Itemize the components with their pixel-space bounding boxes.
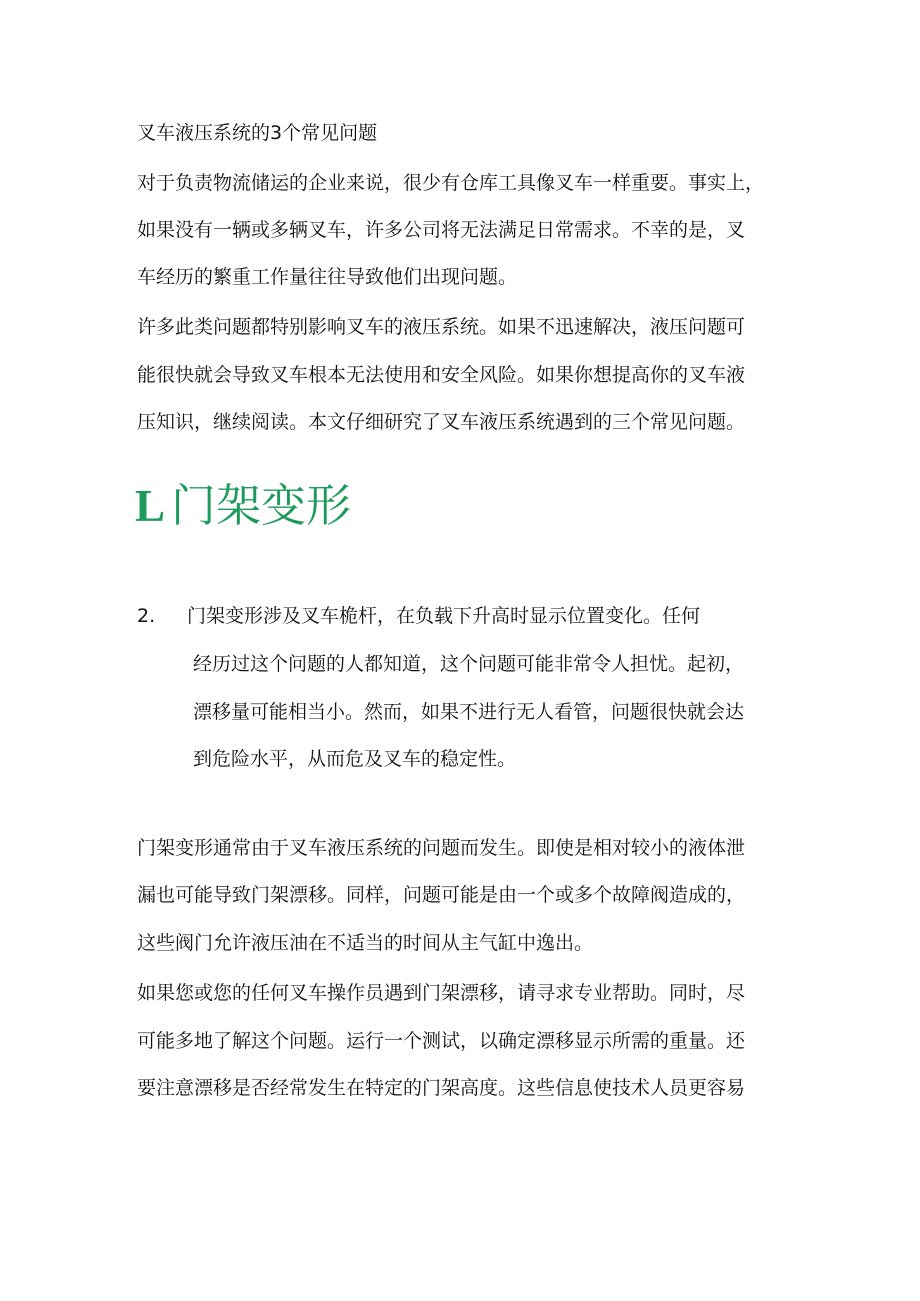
list-item-line-2: 经历过这个问题的人都知道，这个问题可能非常令人担忧。起初，: [193, 653, 745, 675]
section-heading-text: 门架变形: [171, 479, 352, 532]
intro-line-3: 车经历的繁重工作量往往导致他们出现问题。: [137, 266, 518, 288]
section-heading: [135, 478, 351, 534]
intro-line-2: 如果没有一辆或多辆叉车，许多公司将无法满足日常需求。不幸的是，叉: [137, 219, 746, 241]
document-title: 叉车液压系统的3个常见问题: [137, 122, 378, 144]
list-item-line-4: 到危险水平，从而危及叉车的稳定性。: [193, 748, 517, 770]
paragraph-4-line-3: 要注意漂移是否经常发生在特定的门架高度。这些信息使技术人员更容易: [137, 1077, 746, 1099]
paragraph-3-line-3: 这些阀门允许液压油在不适当的时间从主气缸中逸出。: [137, 932, 594, 954]
list-item-number: 2.: [137, 605, 156, 627]
list-item-line-1: 门架变形涉及叉车桅杆，在负载下升高时显示位置变化。任何: [187, 605, 701, 627]
paragraph-3-line-2: 漏也可能导致门架漂移。同样，问题可能是由一个或多个故障阀造成的，: [137, 884, 746, 906]
paragraph-2-line-1: 许多此类问题都特别影响叉车的液压系统。如果不迅速解决，液压问题可: [137, 316, 746, 338]
paragraph-4-line-2: 可能多地了解这个问题。运行一个测试，以确定漂移显示所需的重量。还: [137, 1030, 746, 1052]
paragraph-4-line-1: 如果您或您的任何叉车操作员遇到门架漂移，请寻求专业帮助。同时，尽: [137, 982, 746, 1004]
section-heading-marker: L: [135, 481, 166, 531]
intro-line-1: 对于负责物流储运的企业来说，很少有仓库工具像叉车一样重要。事实上，: [137, 172, 765, 194]
paragraph-3-line-1: 门架变形通常由于叉车液压系统的问题而发生。即使是相对较小的液体泄: [137, 837, 746, 859]
paragraph-2-line-3: 压知识，继续阅读。本文仔细研究了叉车液压系统遇到的三个常见问题。: [137, 411, 746, 433]
list-item-line-3: 漂移量可能相当小。然而，如果不进行无人看管，问题很快就会达: [193, 701, 745, 723]
paragraph-2-line-2: 能很快就会导致叉车根本无法使用和安全风险。如果你想提高你的叉车液: [137, 364, 746, 386]
